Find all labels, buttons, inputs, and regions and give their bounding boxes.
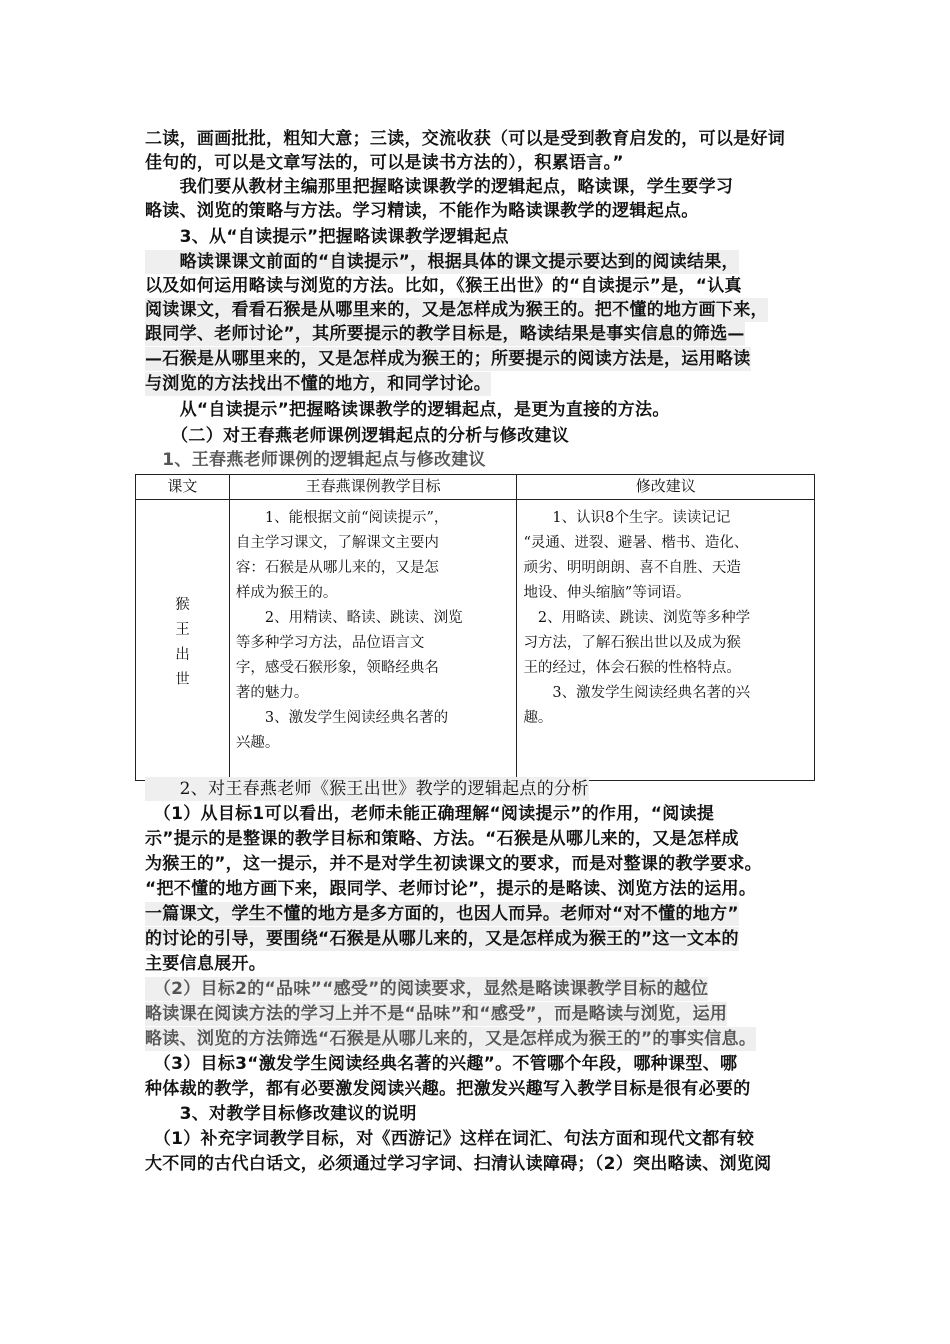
section-heading: 2、对王春燕老师《猴王出世》教学的逻辑起点的分析 xyxy=(145,779,589,799)
text-line: “把不懂的地方画下来，跟同学、老师讨论”，提示的是略读、浏览方法的运用。 xyxy=(145,879,757,899)
text-line: 我们要从教材主编那里把握略读课教学的逻辑起点，略读课，学生要学习 xyxy=(145,177,734,197)
lesson-char: 出 xyxy=(175,647,190,663)
table-row xyxy=(136,500,815,781)
text-line: 跟同学、老师讨论”，其所要提示的教学目标是，略读结果是事实信息的筛选— xyxy=(145,324,745,344)
text-line: 从“自读提示”把握略读课教学的逻辑起点，是更为直接的方法。 xyxy=(145,400,670,420)
column-header-suggestions: 修改建议 xyxy=(517,475,815,500)
text-line: 佳句的，可以是文章写法的，可以是读书方法的），积累语言。” xyxy=(145,153,624,173)
suggestion-line: 3、激发学生阅读经典名著的兴 xyxy=(523,685,751,701)
text-line: 的讨论的引导，要围绕“石猴是从哪儿来的，又是怎样成为猴王的”这一文本的 xyxy=(145,929,739,949)
text-line: 阅读课文，看看石猴是从哪里来的，又是怎样成为猴王的。把不懂的地方画下来， xyxy=(145,300,768,320)
text-line: 略读、浏览的方法筛选“石猴是从哪儿来的，又是怎样成为猴王的”的事实信息。 xyxy=(145,1029,757,1049)
lesson-char: 王 xyxy=(175,622,190,638)
lesson-char: 世 xyxy=(175,672,190,688)
section-heading: 3、对教学目标修改建议的说明 xyxy=(145,1104,417,1124)
section-heading: 3、从“自读提示”把握略读课教学逻辑起点 xyxy=(145,227,509,247)
goal-line: 兴趣。 xyxy=(235,735,280,751)
column-header-original-goals: 王春燕课例教学目标 xyxy=(229,475,517,500)
text-line: 略读、浏览的策略与方法。学习精读，不能作为略读课教学的逻辑起点。 xyxy=(145,201,699,221)
subsection-heading: 1、王春燕老师课例的逻辑起点与修改建议 xyxy=(145,450,486,470)
text-line: （2）目标2的“品味”“感受”的阅读要求，显然是略读课教学目标的越位 xyxy=(145,979,709,999)
suggestion-line: “灵通、迸裂、避暑、楷书、造化、 xyxy=(523,535,749,551)
goal-line: 自主学习课文，了解课文主要内 xyxy=(235,535,439,551)
suggestion-line: 趣。 xyxy=(523,710,553,726)
text-line: 与浏览的方法找出不懂的地方，和同学讨论。 xyxy=(145,374,491,394)
lesson-char: 猴 xyxy=(175,597,190,613)
lesson-title-cell xyxy=(136,500,230,781)
goal-line: 3、激发学生阅读经典名著的 xyxy=(235,710,449,726)
suggestion-line: 2、用略读、跳读、浏览等多种学 xyxy=(523,610,751,626)
text-line: 种体裁的教学，都有必要激发阅读兴趣。把激发兴趣写入教学目标是很有必要的 xyxy=(145,1079,751,1099)
suggestion-line: 地设、伸头缩脑”等词语。 xyxy=(523,585,691,601)
goal-line: 1、能根据文前“阅读提示”， xyxy=(235,510,449,526)
text-line: 略读课课文前面的“自读提示”，根据具体的课文提示要达到的阅读结果， xyxy=(145,252,739,272)
text-line: 二读，画画批批，粗知大意；三读，交流收获（可以是受到教育启发的，可以是好词 xyxy=(145,129,786,149)
original-goals-cell xyxy=(229,500,517,781)
comparison-table xyxy=(135,474,815,781)
text-line: （1）补充字词教学目标，对《西游记》这样在词汇、句法方面和现代文都有较 xyxy=(145,1129,755,1149)
goal-line: 样成为猴王的。 xyxy=(235,585,338,601)
section-heading: （二）对王春燕老师课例逻辑起点的分析与修改建议 xyxy=(145,426,569,446)
text-line: （1）从目标1可以看出，老师未能正确理解“阅读提示”的作用，“阅读提 xyxy=(145,804,715,824)
text-line: 示”提示的是整课的教学目标和策略、方法。“石猴是从哪儿来的，又是怎样成 xyxy=(145,829,739,849)
suggestion-line: 顽劣、明明朗朗、喜不自胜、天造 xyxy=(523,560,741,576)
text-line: 为猴王的”，这一提示，并不是对学生初读课文的要求，而是对整课的教学要求。 xyxy=(145,854,762,874)
goal-line: 等多种学习方法，品位语言文 xyxy=(235,635,425,651)
text-line: 主要信息展开。 xyxy=(145,954,267,974)
text-line: 大不同的古代白话文，必须通过学习字词、扫清认读障碍；（2）突出略读、浏览阅 xyxy=(145,1154,772,1174)
suggestion-line: 1、认识8个生字。读读记记 xyxy=(523,510,731,526)
column-header-lesson: 课文 xyxy=(136,475,230,500)
table-header-row xyxy=(136,475,815,500)
goal-line: 2、用精读、略读、跳读、浏览 xyxy=(235,610,463,626)
suggestions-cell xyxy=(517,500,815,781)
text-line: （3）目标3“激发学生阅读经典名著的兴趣”。不管哪个年段，哪种课型、哪 xyxy=(145,1054,738,1074)
text-line: 略读课在阅读方法的学习上并不是“品味”和“感受”，而是略读与浏览，运用 xyxy=(145,1004,728,1024)
suggestion-line: 习方法，了解石猴出世以及成为猴 xyxy=(523,635,741,651)
suggestion-line: 王的经过，体会石猴的性格特点。 xyxy=(523,660,741,676)
goal-line: 著的魅力。 xyxy=(235,685,309,701)
goal-line: 字，感受石猴形象，领略经典名 xyxy=(235,660,439,676)
text-line: 一篇课文，学生不懂的地方是多方面的，也因人而异。老师对“对不懂的地方” xyxy=(145,904,739,924)
goal-line: 容：石猴是从哪儿来的，又是怎 xyxy=(235,560,439,576)
text-line: —石猴是从哪里来的，又是怎样成为猴王的；所要提示的阅读方法是，运用略读 xyxy=(145,349,751,369)
text-line: 以及如何运用略读与浏览的方法。比如，《猴王出世》的“自读提示”是，“认真 xyxy=(145,276,742,296)
